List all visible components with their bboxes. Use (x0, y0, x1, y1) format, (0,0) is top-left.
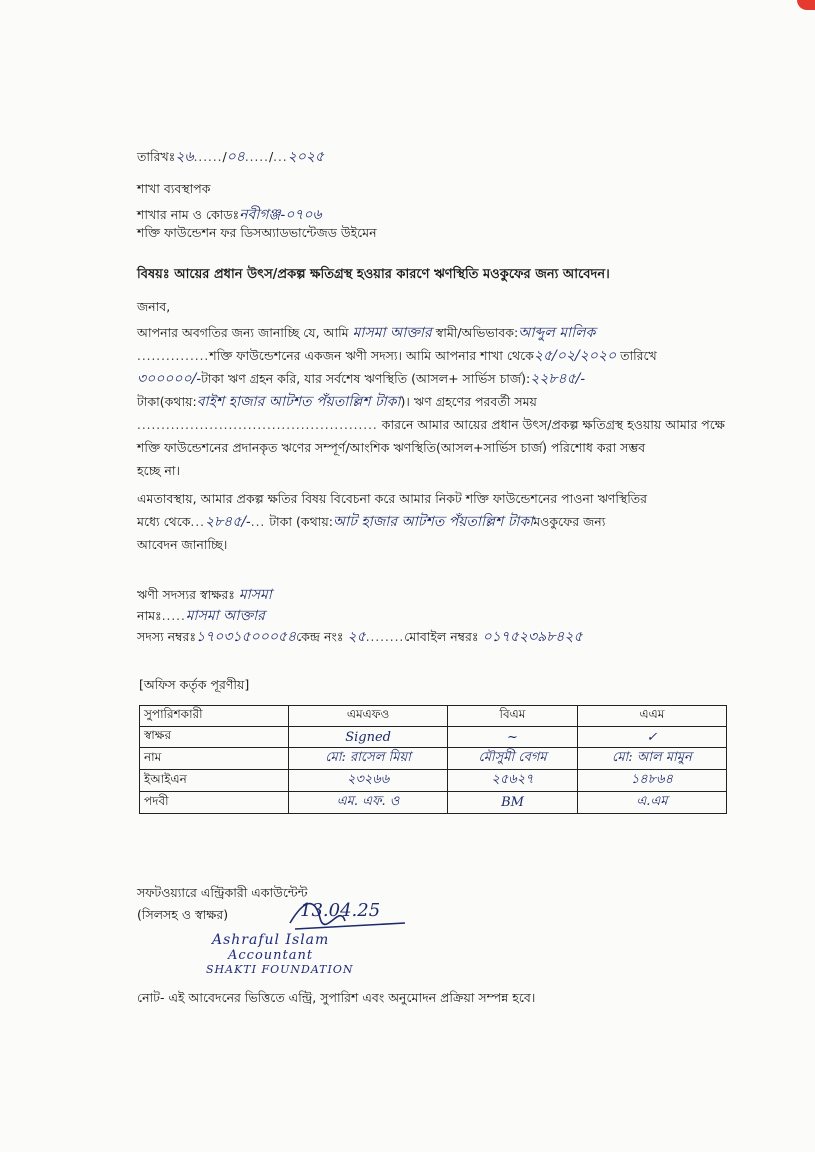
row-label: পদবী (140, 792, 289, 814)
para1-line6: শক্তি ফাউন্ডেশনের প্রদানকৃত ঋণের সম্পূর্ণ/আংশিক ঋণস্থিতি(আসল+সার্ভিস চার্জ) পরিশোধ করা সম্ভব (137, 440, 646, 455)
para1-text: কারনে আমার আয়ের প্রধান উৎস/প্রকল্প ক্ষতিগ্রস্থ হওয়ায় আমার পক্ষে (381, 417, 725, 432)
organization-line: শক্তি ফাউন্ডেশন ফর ডিসঅ্যাডভান্টেজড উইমেন (137, 225, 377, 240)
table-cell: ✓ (577, 727, 726, 748)
loan-amount: ৩০০০০০/- (137, 371, 202, 387)
date-line: তারিখঃ২৬....../০৪...../...২০২৫ (137, 149, 325, 165)
branch-label: শাখার নাম ও কোডঃ (137, 207, 240, 222)
table-header-cell: এএম (577, 706, 726, 727)
para1-text: টাকা ঋণ গ্রহন করি, যার সর্বশেষ ঋণস্থিতি (আসল+ সার্ভিস চার্জ): (201, 371, 531, 386)
row-label: ইআইএন (140, 770, 289, 792)
para1-line7: হচ্ছে না। (137, 463, 180, 478)
applicant-name: মাসমা আক্তার (352, 325, 432, 341)
balance-in-words: বাইশ হাজার আটশত পঁয়তাল্লিশ টাকা (196, 394, 401, 410)
recipient-title: শাখা ব্যবস্থাপক (137, 181, 211, 196)
table-cell: BM (448, 792, 578, 814)
table-row (140, 727, 727, 748)
para1-line1 (137, 322, 595, 344)
branch-value: নবীগঞ্জ-০৭০৬ (239, 207, 322, 223)
subject-line: বিষয়ঃ আয়ের প্রধান উৎস/প্রকল্প ক্ষতিগ্রস্থ হওয়ার কারণে ঋণস্থিতি মওকুফের জন্য আবেদন। (137, 267, 610, 282)
date-year: ২০২৫ (287, 149, 325, 165)
para1-line2: ...............শক্তি ফাউন্ডেশনের একজন ঋণী সদস্য। আমি আপনার শাখা থেকে২৫/০২/২০২০ তারিখে (137, 348, 657, 364)
table-row (140, 748, 727, 770)
row-label: নাম (140, 748, 289, 770)
para1-text: শক্তি ফাউন্ডেশনের একজন ঋণী সদস্য। আমি আপনার শাখা থেকে (209, 348, 534, 363)
row-label: স্বাক্ষর (140, 727, 289, 748)
recommendation-table (139, 705, 727, 814)
table-cell: এ.এম (577, 792, 726, 814)
table-header-cell: সুপারিশকারী (140, 706, 289, 727)
salutation: জনাব, (137, 299, 171, 314)
para2-text: মধ্যে থেকে (137, 514, 191, 529)
accountant-signature-icon (285, 893, 415, 933)
waiver-in-words: আট হাজার আটশত পঁয়তাল্লিশ টাকা (332, 514, 534, 530)
para1-line3 (137, 368, 585, 390)
office-heading: [অফিস কর্তৃক পূরণীয়] (139, 677, 250, 692)
member-number: ১৭০৩১৫০০০৫৪ (196, 629, 297, 645)
waiver-amount: ২৮৪৫/- (204, 514, 251, 530)
para1-text: তারিখে (620, 348, 657, 363)
table-cell: এম. এফ. ও (289, 792, 448, 814)
table-cell: ~ (448, 727, 578, 748)
corner-mark (797, 0, 815, 10)
guardian-name: আব্দুল মালিক (518, 325, 596, 341)
member-number-line: সদস্য নম্বরঃ১৭০৩১৫০০০৫৪কেন্দ্র নংঃ ২৫........মোবাইল নম্বরঃ ০১৭৫২৩৯৮৪২৫ (137, 629, 583, 645)
table-cell: মৌসুমী বেগম (448, 748, 578, 770)
accountant-label: সফটওয়্যারে এন্ট্রিকারী একাউন্টেন্ট (137, 885, 308, 900)
mobile-number: ০১৭৫২৩৯৮৪২৫ (482, 629, 583, 645)
table-cell: ২৩২৬৬ (289, 770, 448, 792)
table-cell: মো: আল মামুন (577, 748, 726, 770)
center-label: কেন্দ্র নংঃ (296, 629, 344, 644)
table-cell: Signed (289, 727, 448, 748)
para1-line4 (137, 391, 537, 413)
para1-text: টাকা(কথায়: (137, 394, 197, 409)
accountant-sign-date: 13.04.25 (300, 900, 381, 921)
table-row (140, 770, 727, 792)
para2-text: টাকা (কথায়: (269, 514, 333, 529)
table-header-row (140, 706, 727, 727)
member-name-line: নামঃ.....মাসমা আক্তার (137, 608, 265, 624)
para2-line1: এমতাবস্থায়, আমার প্রকল্প ক্ষতির বিষয় বিবেচনা করে আমার নিকট শক্তি ফাউন্ডেশনের পাওনা ঋণস্থিতির (137, 491, 648, 506)
date-month: ০৪ (226, 149, 245, 165)
table-cell: ২৫৬২৭ (448, 770, 578, 792)
member-signature: মাসমা (238, 587, 272, 603)
table-header-cell: এমএফও (289, 706, 448, 727)
table-cell: ১৪৮৬৪ (577, 770, 726, 792)
para1-text: স্বামী/অভিভাবক: (435, 325, 519, 340)
para1-text: আপনার অবগতির জন্য জানাচ্ছি যে, আমি (137, 325, 349, 340)
stamp-name: Ashraful Islam (212, 932, 330, 948)
center-number: ২৫ (347, 629, 366, 645)
para1-line5: .................................................. কারনে আমার আয়ের প্রধান উৎস/প্রকল্প ক্ষতিগ্রস্থ হওয়ায় আমার পক্ষে (137, 417, 725, 432)
para2-line2: মধ্যে থেকে...২৮৪৫/-... টাকা (কথায়:আট হাজার আটশত পঁয়তাল্লিশ টাকামওকুফের জন্য (137, 514, 606, 530)
para2-line3: আবেদন জানাচ্ছি। (137, 537, 228, 552)
para2-text: মওকুফের জন্য (533, 514, 606, 529)
stamp-title: Accountant (228, 948, 314, 963)
member-sign-label: ঋণী সদস্যর স্বাক্ষরঃ (137, 587, 235, 602)
member-number-label: সদস্য নম্বরঃ (137, 629, 197, 644)
loan-date: ২৫/০২/২০২০ (533, 348, 617, 364)
loan-balance: ২২৮৪৫/- (530, 371, 586, 387)
branch-line (137, 203, 322, 227)
accountant-sublabel: (সিলসহ ও স্বাক্ষর) (137, 907, 229, 922)
date-day: ২৬ (175, 149, 194, 165)
stamp-org: SHAKTI FOUNDATION (206, 963, 354, 976)
table-row (140, 792, 727, 814)
date-label: তারিখঃ (137, 149, 176, 164)
para1-text: )। ঋণ গ্রহণের পরবর্তী সময় (400, 394, 537, 409)
member-name: মাসমা আক্তার (185, 608, 265, 624)
member-name-label: নামঃ (137, 608, 162, 623)
table-cell: মো: রাসেল মিয়া (289, 748, 448, 770)
mobile-label: মোবাইল নম্বরঃ (404, 629, 479, 644)
note-line: নোট- এই আবেদনের ভিত্তিতে এন্ট্রি, সুপারিশ এবং অনুমোদন প্রক্রিয়া সম্পন্ন হবে। (137, 990, 536, 1005)
table-header-cell: বিএম (448, 706, 578, 727)
